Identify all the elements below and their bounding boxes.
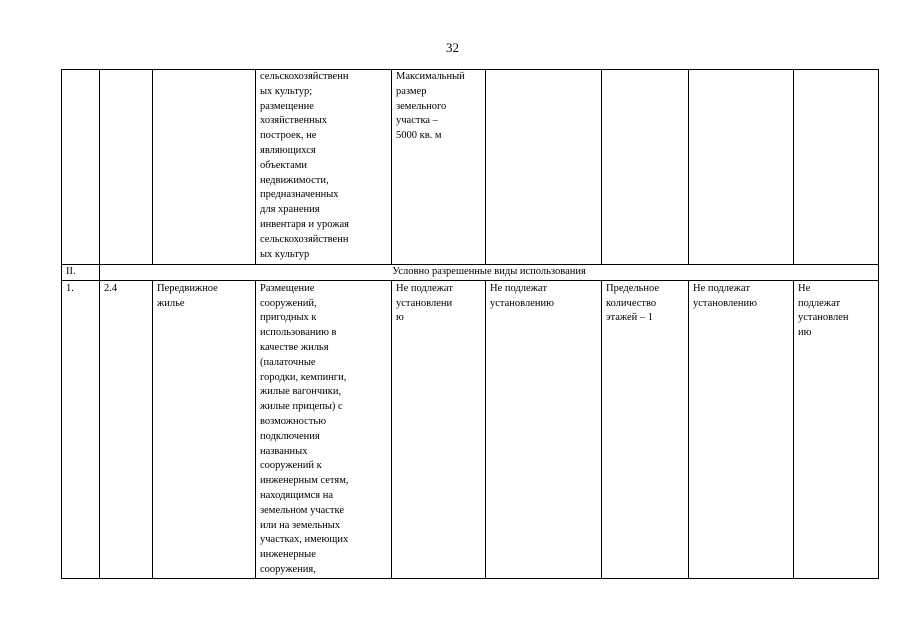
table-cell [689, 70, 794, 265]
table-cell [62, 280, 100, 578]
parameter-text: Не подлежат установлению [693, 282, 757, 309]
parameter-text: Предельное количество этажей – 1 [606, 282, 660, 324]
table-cell [62, 70, 100, 265]
parameter-text: Максимальный размер земельного участка – 5000 кв. м [396, 71, 465, 142]
use-description-text: Размещение сооружений, пригодных к использованию в качестве жилья (палаточные городки, кемпинги, жилые вагончики, жилые прицепы) с возможностью подключения названных сооружений к инженерным сетям, находящимся на земельном участке или на земельных участках, имеющих инженерные сооружения, [260, 282, 349, 575]
table-cell [486, 70, 602, 265]
table-cell [256, 280, 392, 578]
table-cell [153, 280, 256, 578]
table-cell [794, 280, 879, 578]
table-cell [100, 280, 153, 578]
row-number: 1. [66, 282, 74, 294]
section-number: II. [62, 265, 100, 281]
parameter-text: Не подлежат установлен ию [798, 282, 849, 339]
page-number: 32 [446, 40, 459, 55]
table-cell [602, 70, 689, 265]
parameter-text: Не подлежат установлени ю [396, 282, 453, 324]
table-cell [153, 70, 256, 265]
table-cell [486, 280, 602, 578]
use-description-text: сельскохозяйственн ых культур; размещение хозяйственных построек, не являющихся объектами недвижимости, предназначенных для хранения инвентаря и урожая сельскохозяйственн ых культур [260, 71, 349, 260]
parameter-text: Не подлежат установлению [490, 282, 554, 309]
use-name: Передвижное жилье [157, 282, 218, 309]
table-cell [794, 70, 879, 265]
table-cell [602, 280, 689, 578]
table-row [62, 280, 879, 578]
use-code: 2.4 [104, 282, 118, 294]
table-cell [100, 70, 153, 265]
table-cell [256, 70, 392, 265]
table-cell [392, 280, 486, 578]
table-cell [689, 280, 794, 578]
table-cell [392, 70, 486, 265]
regulations-table [61, 69, 879, 579]
section-header-row [62, 265, 879, 281]
table-row [62, 70, 879, 265]
section-title: Условно разрешенные виды использования [100, 265, 879, 281]
